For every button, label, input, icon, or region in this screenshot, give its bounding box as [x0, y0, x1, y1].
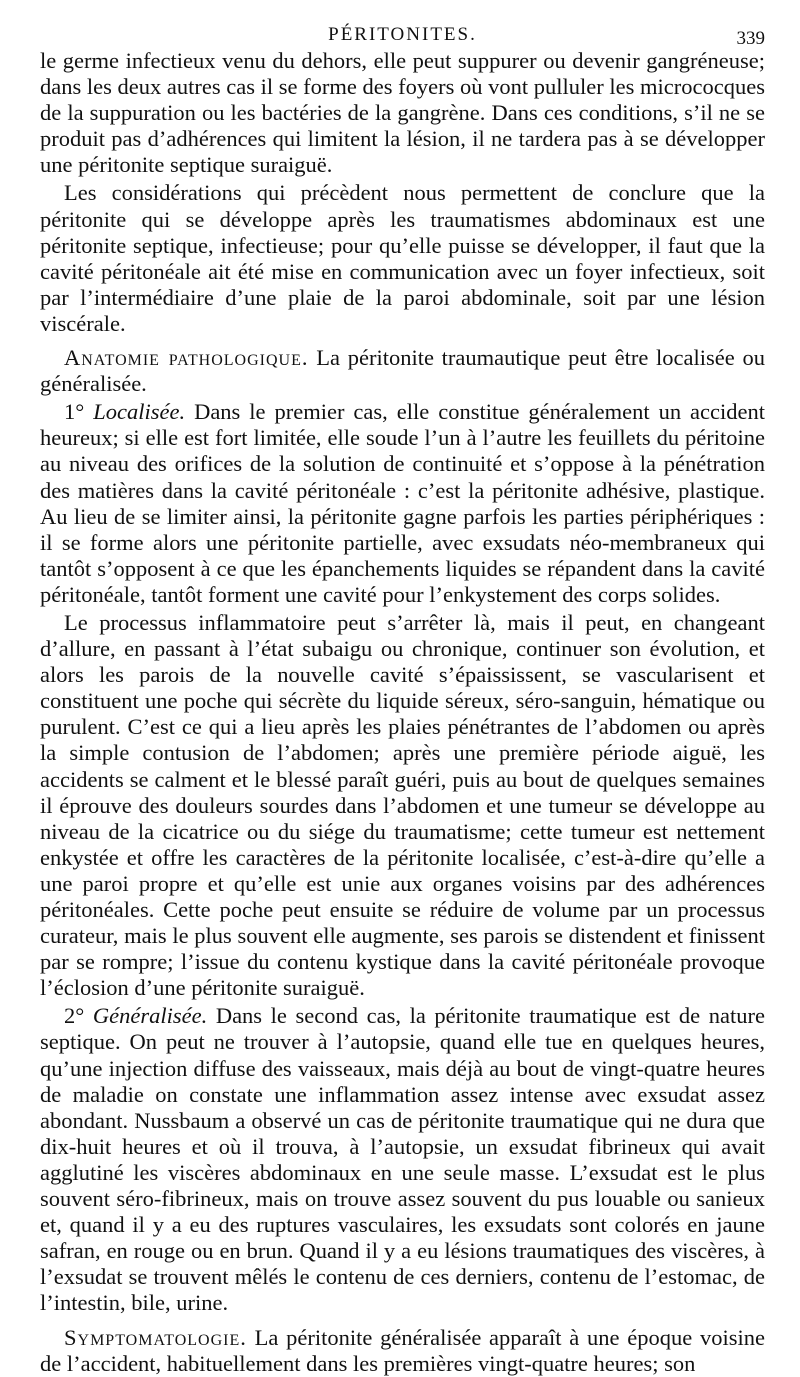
paragraph-text: Le processus inflammatoire peut s’arrêter là, mais il peut, en changeant d’allure, en passant à l’état subaigu ou chronique, continuer son évolution, et alors les parois de la nouvelle cavité s’épaississent, se vascularisent et constituent une poche qui sécrète du liquide séreux, séro-sanguin, hématique ou purulent. C’est ce qui a lieu après les plaies pénétrantes de l’abdomen ou après la simple contusion de l’abdomen; après une première période aiguë, les accidents se calment et le blessé paraît guéri, puis au bout de quelques semaines il éprouve des douleurs sourdes dans l’abdomen et une tumeur se développe au niveau de la cicatrice ou du siége du traumatisme; cette tumeur est nettement enkystée et offre les caractères de la péritonite localisée, c’est-à-dire qu’elle a une paroi propre et qu’elle est unie aux organes voisins par des adhérences péritonéales. Cette poche peut ensuite se réduire de volume par un processus curateur, mais le plus souvent elle augmente, ses parois se distendent et finissent par se rompre; l’issue du contenu kystique dans la cavité péritonéale provoque l’éclosion d’une péritonite suraiguë. — [40, 609, 765, 1001]
running-title: PÉRITONITES. — [328, 24, 477, 45]
paragraph-text: Dans le premier cas, elle constitue généralement un accident heureux; si elle est fort limitée, elle soude l’un à l’autre les feuillets du péritoine au niveau des orifices de la solution de continuité et s’oppose à la pénétration des matières dans la cavité péritonéale : c’est la péritonite adhésive, plastique. Au lieu de se limiter ainsi, la péritonite gagne parfois les parties périphériques : il se forme alors une péritonite partielle, avec exsudats néo-membraneux qui tantôt s’opposent à ce que les épanchements liquides se répandent dans la cavité péritonéale, tantôt forment une cavité pour l’enkystement des corps solides. — [40, 399, 765, 607]
paragraph-text: La péritonite traumautique peut être localisée ou généralisée. — [40, 345, 766, 397]
section-heading-symptomatologie: Symptomatologie. — [64, 1324, 247, 1350]
paragraph-anatomie — [40, 345, 765, 397]
section-heading-anatomie: Anatomie pathologique. — [64, 345, 309, 371]
paragraph-text: le germe infectieux venu du dehors, elle peut suppurer ou devenir gangréneuse; dans les deux autres cas il se forme des foyers où vont pulluler les micrococques de la suppuration ou les bactéries de la gangrène. Dans ces conditions, s’il ne se produit pas d’adhérences qui limitent la lésion, il ne tardera pas à se développer une péritonite septique suraiguë. — [40, 48, 765, 178]
paragraph-2 — [40, 180, 765, 337]
paragraph-localisee — [40, 399, 765, 608]
page-header — [40, 18, 765, 48]
paragraph-symptomatologie — [40, 1325, 765, 1377]
page-number: 339 — [736, 28, 765, 49]
paragraph-text: Les considérations qui précèdent nous permettent de conclure que la péritonite qui se développe après les traumatismes abdominaux est une péritonite septique, infectieuse; pour qu’elle puisse se développer, il faut que la cavité péritonéale ait été mise en communication avec un foyer infectieux, soit par l’intermédiaire d’une plaie de la paroi abdominale, soit par une lésion viscérale. — [40, 180, 765, 336]
subheading-generalisee: Généralisée. — [92, 1003, 208, 1029]
paragraph-text: Dans le second cas, la péritonite traumatique est de nature septique. On peut ne trouver à l’autopsie, quand elle tue en quelques heures, qu’une injection diffuse des vaisseaux, mais déjà au bout de vingt-quatre heures de maladie on constate une inflammation assez intense avec exsudat assez abondant. Nussbaum a observé un cas de péritonite traumatique qui ne dura que dix-huit heures et où il trouva, à l’autopsie, un exsudat fibrineux qui avait agglutiné les viscères abdominaux en une seule masse. L’exsudat est le plus souvent séro-fibrineux, mais on trouve assez souvent du pus louable ou sanieux et, quand il y a eu des ruptures vasculaires, les exsudats sont colorés en jaune safran, en rouge ou en brun. Quand il y a eu lésions traumatiques des viscères, à l’exsudat se trouvent mêlés le contenu de ces derniers, contenu de l’estomac, de l’intestin, bile, urine. — [40, 1003, 765, 1316]
list-number: 1° — [64, 399, 94, 425]
book-page — [40, 18, 765, 1377]
paragraph-1 — [40, 48, 765, 178]
paragraph-processus — [40, 610, 765, 1001]
list-number: 2° — [64, 1003, 93, 1029]
subheading-localisee: Localisée. — [93, 399, 186, 425]
paragraph-generalisee — [40, 1003, 765, 1316]
paragraph-text: La péritonite généralisée apparaît à une époque voisine de l’accident, habituellement dans les premières vingt-quatre heures; son — [40, 1324, 765, 1376]
page-body — [40, 48, 765, 1377]
